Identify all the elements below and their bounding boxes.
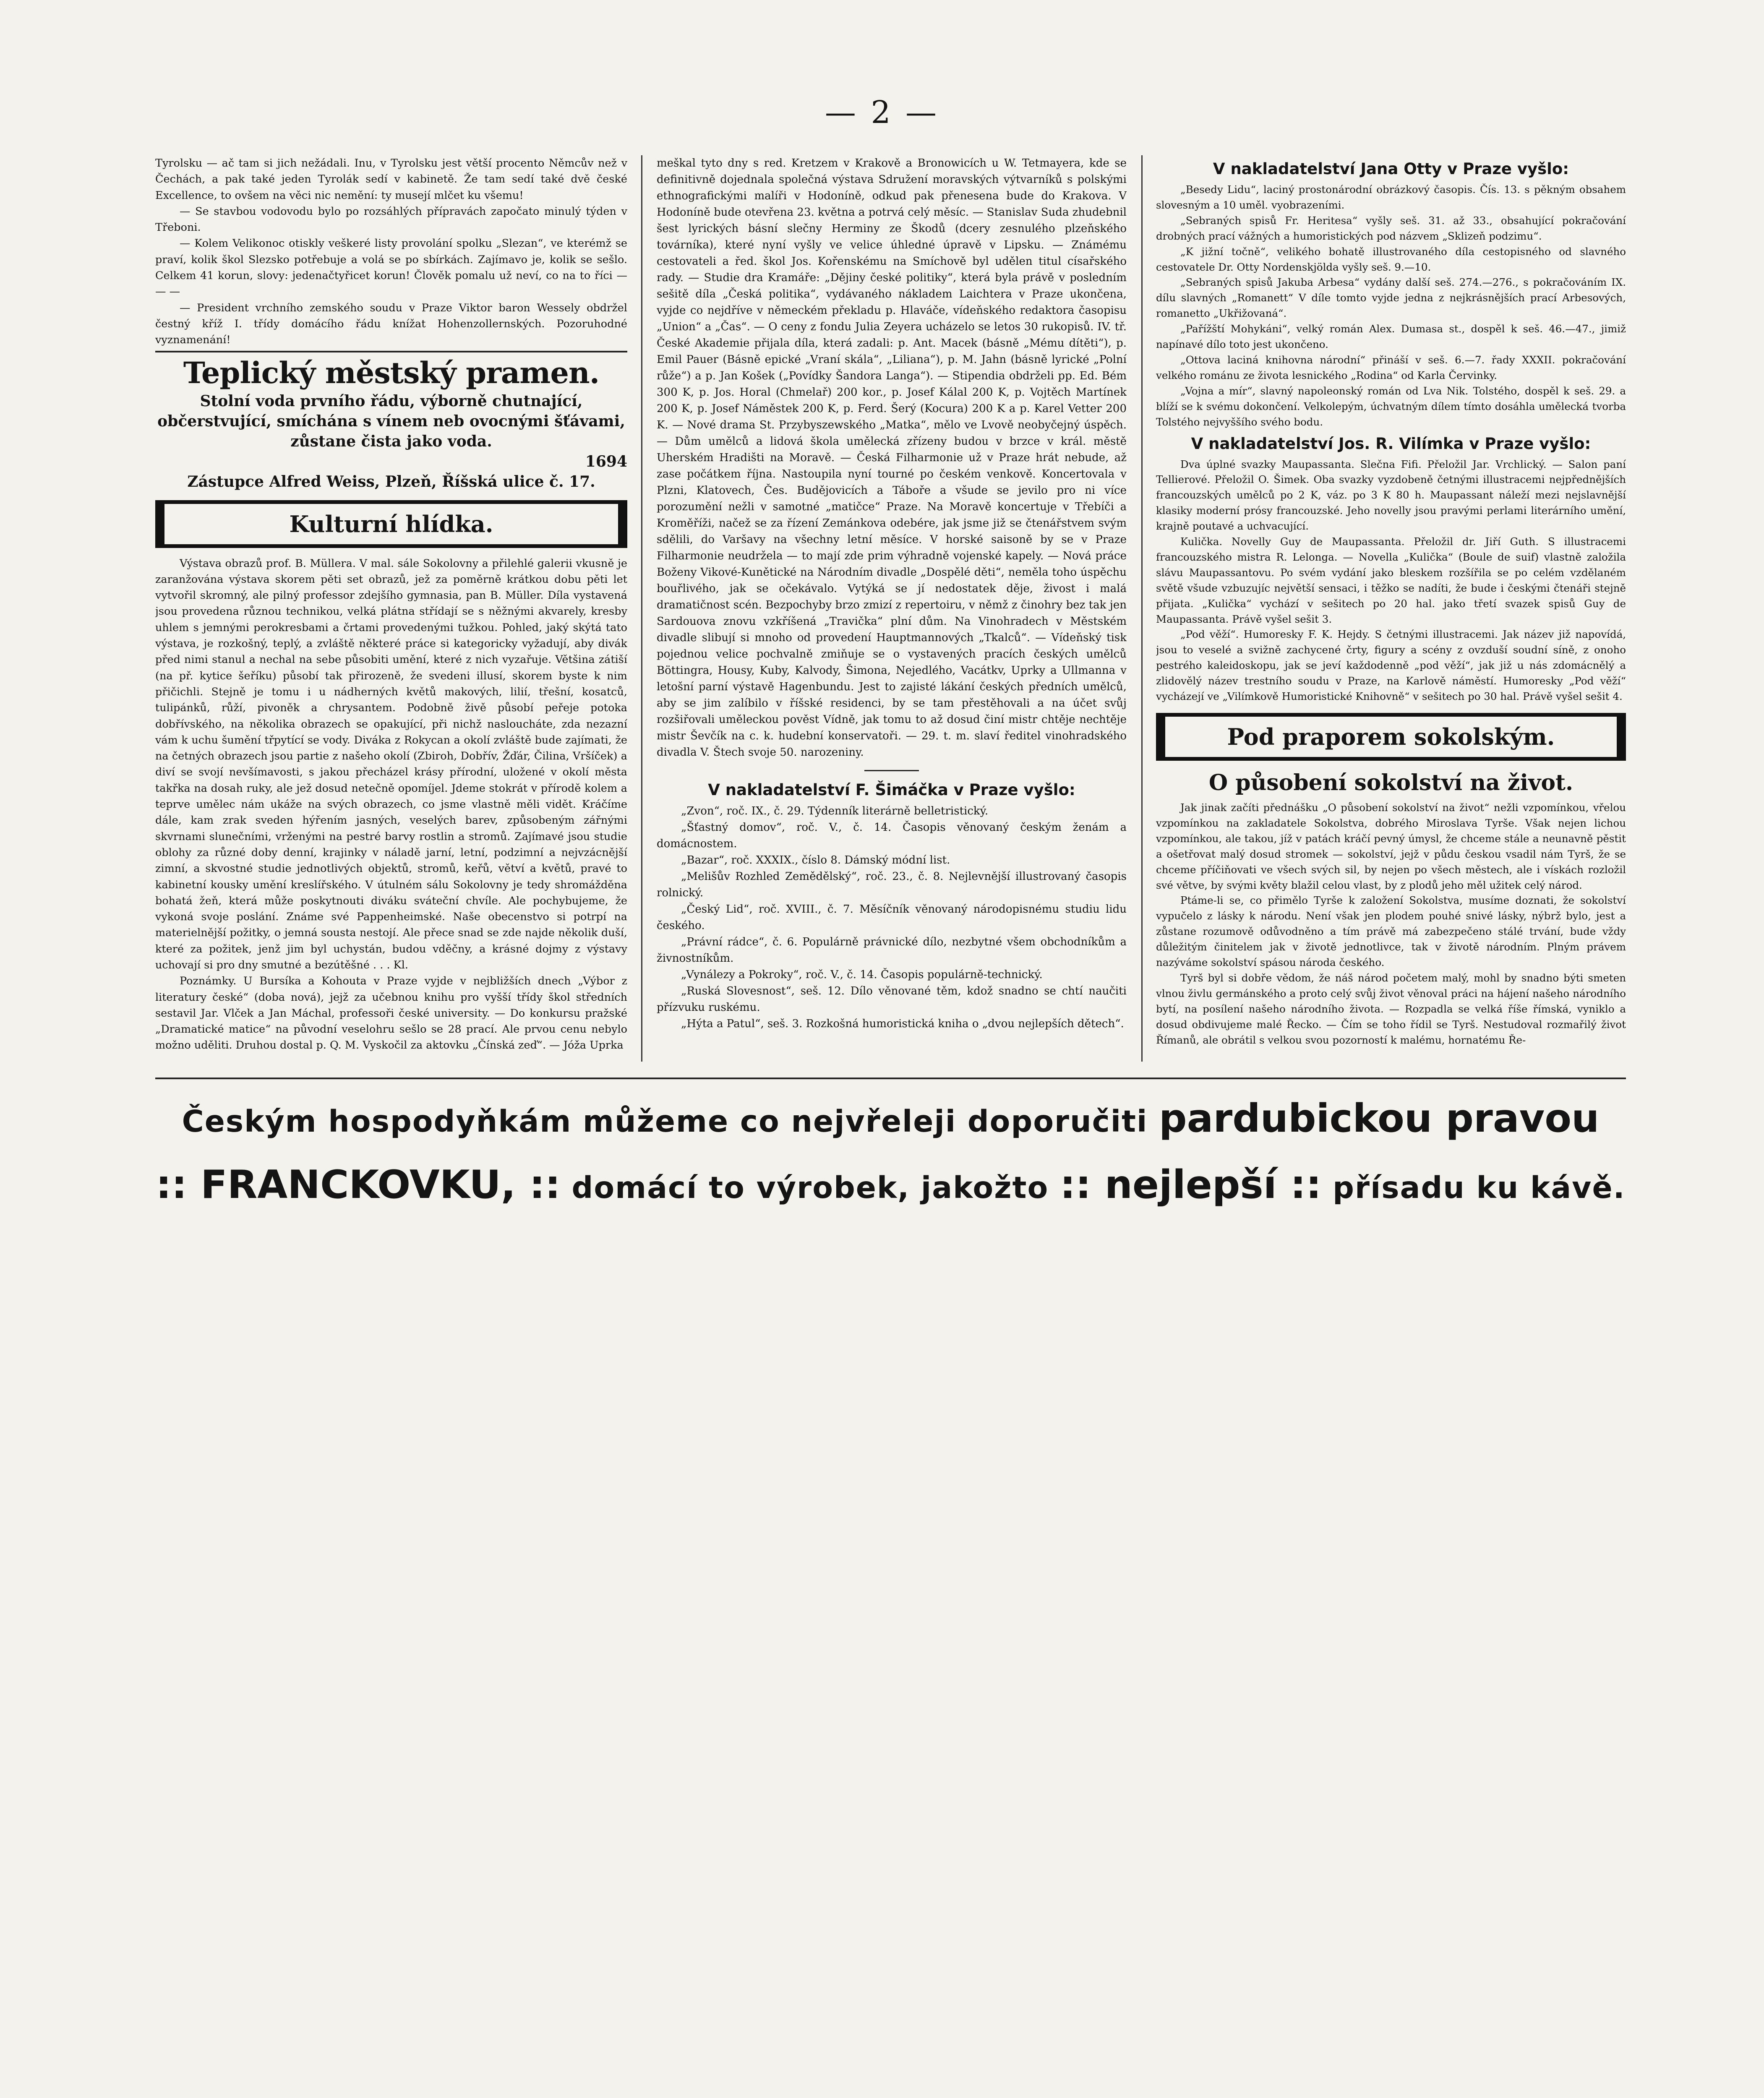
list-item: Dva úplné svazky Maupassanta. Slečna Fifi. Přeložil Jar. Vrchlický. — Salon paní Tellierové. Přeložil O. Šimek. Oba svazky vyzdobeně četnými illustracemi nejpřednějších francouzských umělců po 2 K, váz. po 3 K 80 h. Maupassant náleží mezi nejslavnější klasiky moderní prósy francouzské. Jeho novelly jsou pravými perlami literárního umění, krajně poutavé a uchvacující. [1156, 458, 1626, 532]
list-item: „Ruská Slovesnost“, seš. 12. Dílo věnované těm, kdož snadno se chtí naučiti přízvuku ruskému. [657, 985, 1127, 1014]
paragraph: Tyrš byl si dobře vědom, že náš národ početem malý, mohl by snadno býti smeten vlnou živlu germánského a proto celý svůj život věnoval práci na hájení našeho národního bytí, na posílení našeho národního života. — Rozpadla se velká říše římská, vyniklo a dosud obdivujeme malé Řecko. — Čím se toho řídil se Tyrš. Nestudoval rozmařilý život Římanů, ale obrátil s velkou svou pozorností k malému, hornatému Ře- [1156, 971, 1626, 1046]
paragraph: — Kolem Velikonoc otiskly veškeré listy provolání spolku „Slezan“, ve kterémž se praví, kolik škol Slezsko potřebuje a volá se po sbírkách. Zajímavo je, kolik se sešlo. Celkem 41 korun, slovy: jedenačtyřicet korun! Člověk pomalu už neví, co na to říci — — — [155, 237, 627, 298]
list-item: „Melišův Rozhled Zemědělský“, roč. 23., č. 8. Nejlevnější illustrovaný časopis rolnický. [657, 870, 1127, 899]
list-item: „Právní rádce“, č. 6. Populárně právnické dílo, nezbytné všem obchodníkům a živnostníkům. [657, 936, 1127, 965]
advertisement [155, 391, 627, 492]
ad-text: Českým hospodyňkám můžeme co nejvřeleji doporučiti [182, 1104, 1148, 1139]
paragraph: Poznámky. U Bursíka a Kohouta v Praze vyjde v nejbližších dnech „Výbor z literatury české“ (doba nová), jejž za učebnou knihu pro vyšší třídy škol středních sestavil Jar. Vlček a Jan Máchal, professoři české university. — Do konkursu pražské „Dramatické matice“ na původní veselohru sešlo se 28 prací. Ale prvou cenu nebylo možno uděliti. Druhou dostal p. Q. M. Vyskočil za aktovku „Čínská zeď“. — Jóža Uprka [155, 975, 627, 1052]
paragraph: Výstava obrazů prof. B. Müllera. V mal. sále Sokolovny a přilehlé galerii vkusně je zaranžována výstava skorem pěti set obrazů, jež za poměrně krátkou dobu pěti let vytvořil skromný, ale pilný professor zdejšího gymnasia, pan B. Müller. Díla vystavená jsou provedena různou technikou, velká plátna střídají se s něžnými akvarely, kresby uhlem s jemnými perokresbami a črtami provedenými tužkou. Pohled, jaký skýtá tato výstava, je rozkošný, teplý, a zvláště některé práce si kategoricky vyžadují, aby divák před nimi stanul a nechal na sebe působiti umění, které z nich vyzařuje. Většina zátiší (na př. kytice šeříku) působí tak přirozeně, že svedeni illusí, skorem byste k nim přičichli. Stejně je tomu i u nádherných květů makových, lilií, třešní, kosatců, tulipánků, růží, pivoněk a chrysantem. Podobně živě působí peřeje potoka dobřívského, na několika obrazech se opakující, při nichž nasloucháte, zda nezazní vám k uchu šumění třpytící se vody. Diváka z Rokycan a okolí zvláště bude zajímati, že na četných obrazech jsou partie z našeho okolí (Zbiroh, Dobřív, Žďár, Čilina, Vršíček) a diví se svojí nevšímavosti, s jakou přecházel krásy přírodní, uložené v okolí města takřka na dosah ruky, ale jež dosud netečně opomíjel. Jdeme stokrát v přírodě kolem a teprve umělec nám ukáže na svých obrazech, co jsme vlastně měli vidět. Kráčíme dále, kam zrak sveden hýřením jasných, veselých barev, způsobeným zářnými skvrnami slunečními, vrženými na pestré barvy rostlin a stromů. Zajímavé jsou studie oblohy za různé doby denní, krajinky v náladě jarní, letní, podzimní a nejvzácnější zimní, a skvostné studie jednotlivých objektů, stromů, keřů, větví a květů, pravé to kabinetní kousky umění kreslířského. V útulném sálu Sokolovny je tedy shromážděna bohatá žeň, která může poskytnouti diváku sváteční chvíle. Ale pochybujeme, že vykoná svoje poslání. Známe své Pappenheimské. Naše obecenstvo si potrpí na materielnější požitky, o jemná sousta nestojí. Ale přece snad se zde najde několik duší, které za požitek, jenž jim byl uchystán, budou vděčny, a krásné dojmy z výstavy uchovají si pro dny smutné a bezútěšné . . . Kl. [155, 557, 627, 971]
list-item: „Sebraných spisů Fr. Heritesa“ vyšly seš. 31. až 33., obsahující pokračování drobných prací vážných a humoristických pod názvem „Sklizeň podzimu“. [1156, 214, 1626, 242]
list-item: „Zvon“, roč. IX., č. 29. Týdenník literárně belletristický. [681, 805, 989, 817]
divider [864, 770, 919, 771]
list-item: „Český Lid“, roč. XVIII., č. 7. Měsíčník věnovaný národopisnému studiu lidu českého. [657, 903, 1127, 932]
list-item: Kulička. Novelly Guy de Maupassanta. Přeložil dr. Jiří Guth. S illustracemi francouzského mistra R. Lelonga. — Novella „Kulička“ (Boule de suif) vlastně založila slávu Maupassantovu. Po svém vydání jako bleskem rozšířila se po celém vzdělaném světě všude vzbuzujíc největší sensaci, i těžko se nadíti, že bude i českými čtenáři stejně přijata. „Kulička“ vychází v sešitech po 20 hal. jako třetí svazek spisů Guy de Maupassanta. Právě vyšel sešit 3. [1156, 535, 1626, 625]
section-heading-sokol: Pod praporem sokolským. [1156, 713, 1626, 761]
list-item: „Bazar“, roč. XXXIX., číslo 8. Dámský módní list. [681, 854, 950, 866]
column-3 [1156, 155, 1626, 1066]
list-item: „Vojna a mír“, slavný napoleonský román od Lva Nik. Tolstého, dospěl k seš. 29. a blíží se k svému dokončení. Velkolepým, úchvatným dílem tímto dosáhla umělecká tvorba Tolstého nejvyššího svého bodu. [1156, 384, 1626, 428]
publisher-heading: V nakladatelství Jana Otty v Praze vyšlo: [1213, 160, 1569, 178]
list-item: „Pod věží“. Humoresky F. K. Hejdy. S četnými illustracemi. Jak název již napovídá, jsou to veselé a svižně zachycené črty, figury a scény z ovzduší soudní síně, z onoho pestrého kaleidoskopu, jak se jeví každodenně „pod věží“, jak již u nás zdomácnělý a zlidovělý název trestního soudu v Praze, na Karlově náměstí. Humoresky „Pod věží“ vycházejí ve „Vilímkově Humoristické Knihovně“ v sešitech po 30 hal. Právě vyšel sešit 4. [1156, 628, 1626, 703]
advertisement-body: Stolní voda prvního řádu, výborně chutnající, občerstvující, smíchána s vínem neb ovocnými šťávami, zůstane čista jako voda. [157, 392, 625, 450]
advertisement-title: Teplický městský pramen. [155, 351, 627, 391]
advertisement-number: 1694 [585, 452, 627, 470]
paragraph: Ptáme-li se, co přimělo Tyrše k založení Sokolstva, musíme doznati, že sokolství vypučelo z lásky k národu. Není však jen plodem pouhé snivé lásky, nýbrž bylo, jest a zůstane rozumově odůvodněno a tím právě má zabezpečeno stálé trvání, bude vždy důležitým činitelem jak v životě jednotlivce, tak v životě národním. Plným právem nazýváme sokolství spásou národa českého. [1156, 894, 1626, 969]
paragraph: — Se stavbou vodovodu bylo po rozsáhlých přípravách započato minulý týden v Třeboni. [155, 205, 627, 234]
section-heading-kulturni-hlidka: Kulturní hlídka. [155, 500, 627, 548]
publisher-heading: V nakladatelství Jos. R. Vilímka v Praze vyšlo: [1191, 434, 1591, 453]
list-item: „Besedy Lidu“, laciný prostonárodní obrázkový časopis. Čís. 13. s pěkným obsahem slovesným a 10 uměl. vyobrazeními. [1156, 183, 1626, 211]
ad-emphasis: :: nejlepší :: [1059, 1162, 1322, 1207]
list-item: „Ottova laciná knihovna národní“ přináší v seš. 6.—7. řady XXXII. pokračování velkého románu ze života lesnického „Rodina“ od Karla Červinky. [1156, 353, 1626, 381]
paragraph: Tyrolsku — ač tam si jich nežádali. Inu, v Tyrolsku jest větší procento Němcův než v Čechách, a pak také jeden Tyrolák sedí v kabinetě. Že tam sedí také dvě české Excellence, to ovšem na věci nic nemění: ty musejí mlčet ku všemu! [155, 157, 627, 202]
paragraph: — President vrchního zemského soudu v Praze Viktor baron Wessely obdržel čestný kříž I. třídy domácího řádu knížat Hohenzollernských. Pozoruhodné vyznamenání! [155, 301, 627, 347]
column-1 [155, 155, 627, 1066]
list-item: „Pařížští Mohykáni“, velký román Alex. Dumasa st., dospěl k seš. 46.—47., jimiž napínavé dílo toto jest ukončeno. [1156, 323, 1626, 351]
paragraph: meškal tyto dny s red. Kretzem v Krakově a Bronowicích u W. Tetmayera, kde se definitivně dojednala společná výstava Sdružení moravských výtvarníků s polskými ethnografickými malíři v Hodoníně, odkud pak přenesena bude do Krakova. V Hodoníně bude otevřena 23. května a potrvá celý měsíc. — Stanislav Suda zhudebnil šest lyrických básní slečny Herminy ze Škodů (dcery zesnulého plzeňského továrníka), které nyní vyšly ve velice úhledné úpravě v Lipsku. — Známému cestovateli a řed. škol Jos. Kořenskému na Smíchově byl udělen titul císařského rady. — Studie dra Kramáře: „Dějiny české politiky“, která byla právě v posledním sešitě díla „Česká politika“, vydávaného nákladem Laichtera v Praze ukončena, vyjde co nejdříve v německém překladu p. Hlaváče, vídeňského redaktora časopisu „Union“ a „Čas“. — O ceny z fondu Julia Zeyera ucházelo se letos 30 rukopisů. IV. tř. České Akademie přijala díla, která zadali: p. Ant. Macek (básně „Mému dítěti“), p. Emil Pauer (Básně epické „Vraní skála“, „Liliana“), p. M. Jahn (básně lyrické „Polní růže“) a p. Jan Košek („Povídky Šandora Langa“). — Stipendia obdrželi pp. Ed. Bém 300 K, p. Jos. Horal (Chmelař) 200 kor., p. Josef Kálal 200 K, p. Vojtěch Martínek 200 K, p. Josef Náměstek 200 K, p. Ferd. Šerý (Kocura) 200 K a p. Karel Vetter 200 K. — Nové drama St. Przybyszewského „Matka“, mělo ve Lvově neobyčejný úspěch. — Dům umělců a lidová škola umělecká zřízeny budou v brzce v král. městě Uherském Hradišti na Moravě. — Česká Filharmonie už v Praze hrát nebude, až zase počátkem října. Nastoupila nyní tourné po českém venkově. Koncertovala v Plzni, Klatovech, Čes. Budějovicích a Táboře a všude se jevilo pro ni více porozumění nežli v samotné „matičce“ Praze. Na Moravě koncertuje v Třebíči a Kroměříži, načež se za řízení Zemánkova odebére, jak jsme již se čtenářstvem svým sdělili, do Varšavy na všechny letní měsíce. V horské saisoně by se v Praze Filharmonie neudržela — to mají zde prim výhradně vojenské kapely. — Nová práce Boženy Vikové-Kunětické na Národním divadle „Dospělé děti“, neměla toho úspěchu bouřlivého, jak se očekávalo. Vytýká se jí nedostatek děje, živost i malá dramatičnost scén. Bezpochyby brzo zmizí z repertoiru, v němž z činohry bez tak jen Sardouova znovu vzkříšená „Travička“ plní dům. Na Vinohradech v Městském divadle slibují si mnoho od provedení Hauptmannových „Tkalců“. — Vídeňský tisk pojednou velice pochvalně zmiňuje se o vystavených pracích českých umělců Böttingra, Housy, Kuby, Kalvody, Šimona, Nejedlého, Vacátkv, Uprky a Ullmanna v letošní parní výstavě Hagenbundu. Jest to zajisté lákání českých předních umělců, aby se jim zalíbilo v říšské residenci, by se tam přestěhovali a na účet svůj rozšiřovali uměleckou pověst Vídně, jak tomu to až dosud činí mistr chtěje nechtěje mistr Ševčík na c. k. hudební konservatoři. — 29. t. m. slaví ředitel vinohradského divadla V. Štech svoje 50. narozeniny. [657, 157, 1127, 759]
publisher-heading: V nakladatelství F. Šimáčka v Praze vyšlo: [708, 781, 1075, 799]
list-item: „K jižní točně“, velikého bohatě illustrovaného díla cestopisného od slavného cestovatele Dr. Otty Nordenskjölda vyšly seš. 9.—10. [1156, 245, 1626, 273]
article-title: O působení sokolství na život. [1208, 770, 1574, 796]
ad-brand: :: FRANCKOVKU, :: [156, 1162, 561, 1207]
list-item: „Sebraných spisů Jakuba Arbesa“ vydány další seš. 274.—276., s pokračováním IX. dílu slavných „Romanett“ V díle tomto vyjde jedna z nejkrásnějších prací Arbesových, romanetto „Ukřižovaná“. [1156, 276, 1626, 320]
list-item: „Hýta a Patul“, seš. 3. Rozkošná humoristická kniha o „dvou nejlepších dětech“. [681, 1018, 1124, 1030]
ad-text: přísadu ku kávě. [1333, 1170, 1626, 1205]
bottom-advertisement [155, 1078, 1626, 1219]
ad-line-2 [155, 1153, 1626, 1219]
ad-line-1 [155, 1087, 1626, 1153]
column-2 [657, 155, 1127, 1066]
paragraph: Jak jinak začíti přednášku „O působení sokolství na život“ nežli vzpomínkou, vřelou vzpomínkou na zakladatele Sokolstva, dobrého Miroslava Tyrše. Však nejen lichou vzpomínkou, ale takou, jíž v patách kráčí pevný úmysl, že chceme stále a neunavně pěstit a ošetřovat malý dosud stromek — sokolství, jejž v půdu českou vsadil nám Tyrš, že se chceme příčiňovati ve všech svých sil, by nejen po všech městech, ale i vískách rozložil své větve, by svými květy blažil celou vlast, by z plodů jeho měl užitek celý národ. [1156, 801, 1626, 891]
ad-product: pardubickou pravou [1159, 1096, 1600, 1141]
list-item: „Šťastný domov“, roč. V., č. 14. Časopis věnovaný českým ženám a domácnostem. [657, 821, 1127, 850]
advertisement-contact: Zástupce Alfred Weiss, Plzeň, Říšská ulice č. 17. [187, 472, 595, 491]
column-divider [641, 155, 642, 1062]
list-item: „Vynálezy a Pokroky“, roč. V., č. 14. Časopis populárně-technický. [681, 968, 1043, 981]
column-divider [1141, 155, 1143, 1062]
ad-text: domácí to výrobek, jakožto [571, 1170, 1049, 1205]
page-number: — 2 — [825, 94, 939, 130]
